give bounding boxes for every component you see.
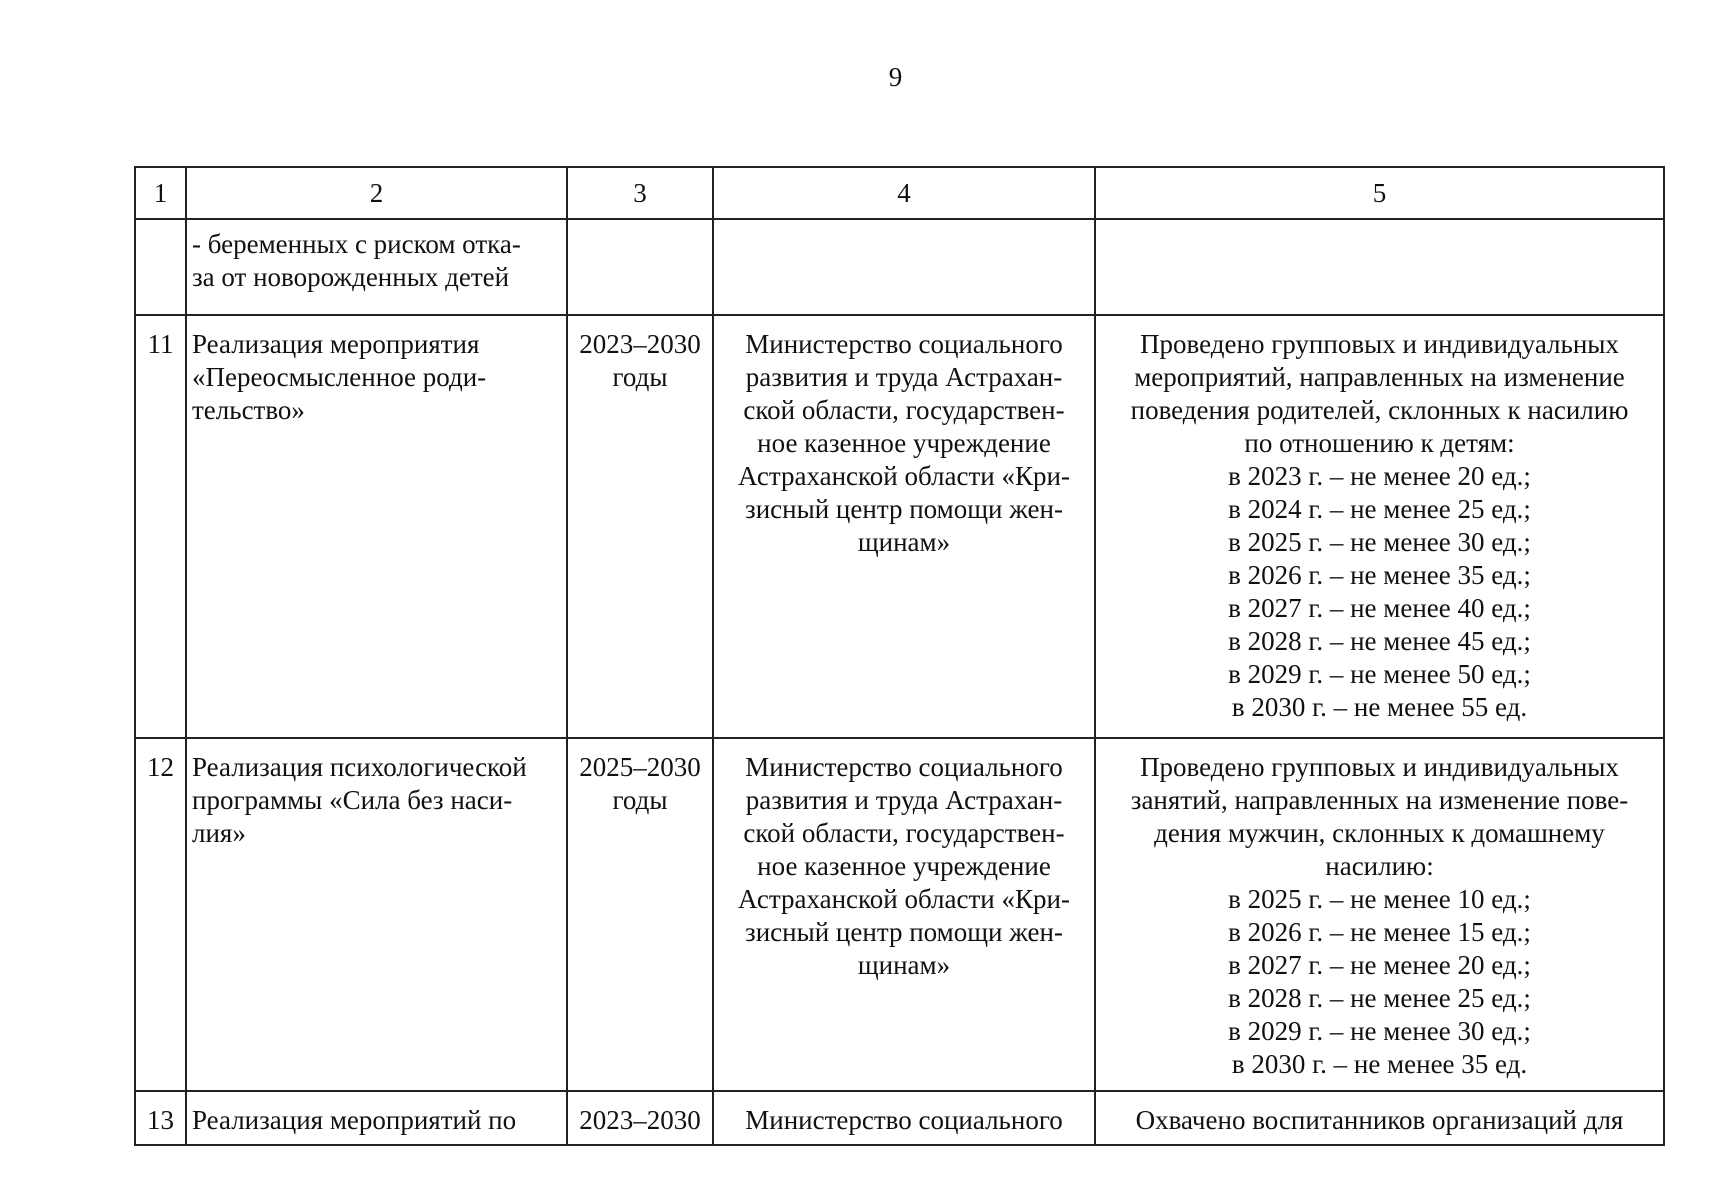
result-line: в 2024 г. – не менее 25 ед.; [1228,494,1531,524]
table-row [135,219,1664,315]
period-cell [567,738,713,1091]
result-line: в 2026 г. – не менее 15 ед.; [1228,917,1531,947]
result-line: в 2027 г. – не менее 20 ед.; [1228,950,1531,980]
result-line: в 2027 г. – не менее 40 ед.; [1228,593,1531,623]
executor-line: Астраханской области «Кри- [738,884,1070,914]
result-line: в 2026 г. – не менее 35 ед.; [1228,560,1531,590]
column-header-name: 2 [186,167,567,219]
measure-name-line: за от новорожденных детей [192,262,510,292]
executor-line: ное казенное учреждение [757,428,1051,458]
executor-line: развития и труда Астрахан- [745,785,1063,815]
table-row [135,738,1664,1091]
column-header-number: 1 [135,167,186,219]
result-line: в 2025 г. – не менее 10 ед.; [1228,884,1531,914]
result-line: в 2025 г. – не менее 30 ед.; [1228,527,1531,557]
result-line: в 2030 г. – не менее 55 ед. [1231,692,1528,722]
executor-line: Министерство социального [745,329,1063,359]
measure-name-cell [186,315,567,738]
column-header-result: 5 [1095,167,1664,219]
result-line: в 2023 г. – не менее 20 ед.; [1228,461,1531,491]
executor-cell [713,219,1095,315]
column-header-executor: 4 [713,167,1095,219]
executor-cell [713,1091,1095,1145]
period-line: годы [612,362,668,392]
executor-line: щинам» [857,527,951,557]
measure-name-line: - беременных с риском отка- [192,229,521,259]
executor-line: зисный центр помощи жен- [745,494,1063,524]
result-line: Проведено групповых и индивидуальных [1140,752,1619,782]
result-cell [1095,738,1664,1091]
measure-name-line: тельство» [192,395,305,425]
period-cell [567,1091,713,1145]
result-line: в 2030 г. – не менее 35 ед. [1231,1049,1528,1079]
executor-cell [713,738,1095,1091]
row-number-cell [135,219,186,315]
result-cell [1095,315,1664,738]
executor-line: Астраханской области «Кри- [738,461,1070,491]
result-line: в 2028 г. – не менее 45 ед.; [1228,626,1531,656]
period-line: 2023–2030 [579,329,701,359]
period-line: 2023–2030 [579,1105,701,1135]
result-line: насилию: [1325,851,1434,881]
executor-line: ное казенное учреждение [757,851,1051,881]
period-line: 2025–2030 [579,752,701,782]
measures-table [134,166,1665,1146]
measure-name-line: Реализация мероприятия [192,329,480,359]
result-line: дения мужчин, склонных к домашнему [1154,818,1605,848]
result-line: Проведено групповых и индивидуальных [1140,329,1619,359]
measure-name-cell [186,738,567,1091]
result-line: по отношению к детям: [1244,428,1515,458]
row-number-cell: 12 [135,738,186,1091]
measure-name-cell [186,1091,567,1145]
result-line: поведения родителей, склонных к насилию [1130,395,1629,425]
result-line: в 2029 г. – не менее 30 ед.; [1228,1016,1531,1046]
column-header-period: 3 [567,167,713,219]
executor-line: Министерство социального [745,1105,1063,1135]
table-header-row [135,167,1664,219]
page-number: 9 [888,62,903,92]
measure-name-line: Реализация мероприятий по [192,1105,517,1135]
executor-cell [713,315,1095,738]
row-number-cell: 11 [135,315,186,738]
period-cell [567,219,713,315]
executor-line: щинам» [857,950,951,980]
measure-name-line: «Переосмысленное роди- [192,362,487,392]
result-cell [1095,219,1664,315]
measure-name-line: лия» [192,818,246,848]
executor-line: зисный центр помощи жен- [745,917,1063,947]
executor-line: ской области, государствен- [743,818,1065,848]
executor-line: Министерство социального [745,752,1063,782]
result-line: занятий, направленных на изменение пове- [1130,785,1629,815]
period-line: годы [612,785,668,815]
executor-line: ской области, государствен- [743,395,1065,425]
measure-name-cell [186,219,567,315]
row-number-cell: 13 [135,1091,186,1145]
result-line: мероприятий, направленных на изменение [1134,362,1625,392]
result-line: в 2028 г. – не менее 25 ед.; [1228,983,1531,1013]
result-line: Охвачено воспитанников организаций для [1135,1105,1624,1135]
measure-name-line: Реализация психологической [192,752,527,782]
executor-line: развития и труда Астрахан- [745,362,1063,392]
measure-name-line: программы «Сила без наси- [192,785,513,815]
result-line: в 2029 г. – не менее 50 ед.; [1228,659,1531,689]
period-cell [567,315,713,738]
table-row [135,315,1664,738]
table-row [135,1091,1664,1145]
result-cell [1095,1091,1664,1145]
